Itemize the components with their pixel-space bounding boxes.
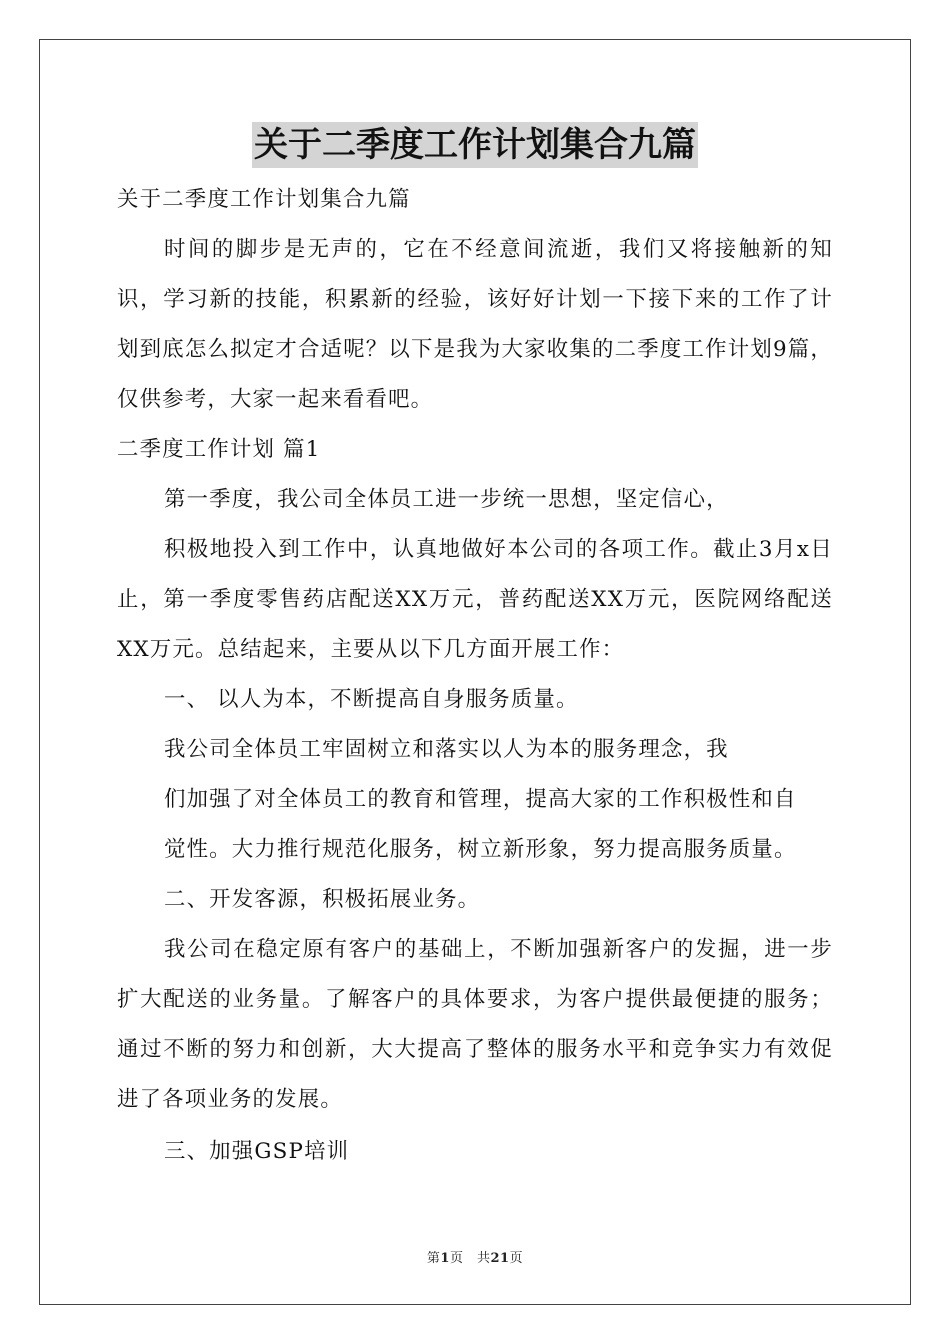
footer-mid: 页 共 (449, 1251, 491, 1266)
body-line: 觉性。大力推行规范化服务，树立新形象，努力提高服务质量。 (164, 837, 797, 862)
body-line: 我公司全体员工牢固树立和落实以人为本的服务理念，我 (164, 737, 729, 762)
body-line: 们加强了对全体员工的教育和管理，提高大家的工作积极性和自 (164, 787, 797, 812)
body-line: 第一季度，我公司全体员工进一步统一思想，坚定信心， (164, 487, 729, 512)
item-heading-1: 一、 以人为本，不断提高自身服务质量。 (164, 687, 579, 712)
intro-paragraph: 时间的脚步是无声的，它在不经意间流逝，我们又将接触新的知识，学习新的技能，积累新的经验，该好好计划一下接下来的工作了计划到底怎么拟定才合适呢？以下是我为大家收集的二季度工作计划9篇，仅供参考，大家一起来看看吧。 (117, 237, 833, 412)
body-paragraph: 积极地投入到工作中，认真地做好本公司的各项工作。截止3月x日止，第一季度零售药店配送XX万元，普药配送XX万元，医院网络配送XX万元。总结起来，主要从以下几方面开展工作： (117, 537, 833, 662)
footer-suffix: 页 (509, 1251, 524, 1266)
item-heading-2: 二、开发客源，积极拓展业务。 (164, 887, 481, 912)
document-title: 关于二季度工作计划集合九篇 (252, 122, 698, 168)
page-number-current: 1 (440, 1251, 450, 1266)
body-paragraph: 我公司在稳定原有客户的基础上，不断加强新客户的发掘，进一步扩大配送的业务量。了解客户的具体要求，为客户提供最便捷的服务；通过不断的努力和创新，大大提高了整体的服务水平和竞争实力有效促进了各项业务的发展。 (117, 937, 833, 1112)
page-number-total: 21 (490, 1251, 510, 1266)
title-container (0, 122, 950, 168)
document-body (117, 175, 833, 1177)
subtitle-paragraph: 关于二季度工作计划集合九篇 (117, 187, 411, 212)
section-heading: 二季度工作计划 篇1 (117, 437, 321, 462)
page-footer (0, 1247, 950, 1266)
item-heading-3: 三、加强GSP培训 (164, 1139, 350, 1164)
footer-prefix: 第 (426, 1251, 441, 1266)
